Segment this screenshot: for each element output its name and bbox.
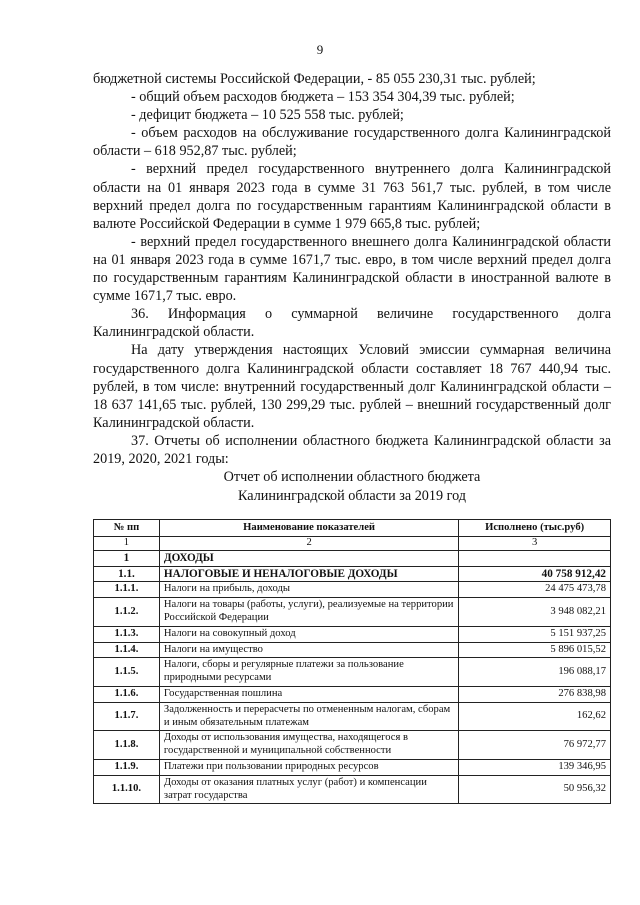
header-name: Наименование показателей (159, 520, 458, 537)
report-title-line: Отчет об исполнении областного бюджета (223, 469, 481, 485)
row-number: 1.1.6. (94, 686, 160, 702)
table-row (94, 775, 611, 804)
row-name: Доходы от оказания платных услуг (работ) и компенсации затрат государства (159, 775, 458, 804)
row-value: 76 972,77 (459, 731, 611, 760)
row-value: 139 346,95 (459, 759, 611, 775)
column-index: 1 (94, 537, 160, 551)
row-number: 1.1. (94, 566, 160, 582)
row-number: 1.1.9. (94, 759, 160, 775)
row-name: Задолженность и перерасчеты по отмененным налогам, сборам и иным обязательным платежам (159, 702, 458, 731)
table-row (94, 759, 611, 775)
row-value: 276 838,98 (459, 686, 611, 702)
row-number: 1.1.10. (94, 775, 160, 804)
table-row (94, 642, 611, 658)
row-name: Государственная пошлина (159, 686, 458, 702)
table-row (94, 550, 611, 566)
row-name: Доходы от использования имущества, находящегося в государственной и муниципальной собственности (159, 731, 458, 760)
row-value: 3 948 082,21 (459, 598, 611, 627)
row-name: НАЛОГОВЫЕ И НЕНАЛОГОВЫЕ ДОХОДЫ (159, 566, 458, 582)
row-number: 1.1.7. (94, 702, 160, 731)
paragraph: - верхний предел государственного внешнего долга Калининградской области на 01 января 2023 года в сумме 1671,7 тыс. евро, в том числе верхний предел долга по государственным гарантиям Калининградской области в иностранной валюте в сумме 1671,7 тыс. евро. (93, 233, 611, 305)
table-row (94, 598, 611, 627)
page-number: 9 (316, 42, 324, 57)
row-name: ДОХОДЫ (159, 550, 458, 566)
row-value: 5 896 015,52 (459, 642, 611, 658)
row-value: 162,62 (459, 702, 611, 731)
row-name: Налоги на имущество (159, 642, 458, 658)
table-row (94, 702, 611, 731)
body-text (93, 70, 611, 468)
row-name: Налоги на товары (работы, услуги), реализуемые на территории Российской Федерации (159, 598, 458, 627)
row-number: 1.1.4. (94, 642, 160, 658)
table-row (94, 582, 611, 598)
row-name: Платежи при пользовании природных ресурсов (159, 759, 458, 775)
row-value: 196 088,17 (459, 658, 611, 687)
column-index-row (94, 537, 611, 551)
table-row (94, 566, 611, 582)
row-value (459, 550, 611, 566)
row-name: Налоги на прибыль, доходы (159, 582, 458, 598)
paragraph: бюджетной системы Российской Федерации, - 85 055 230,31 тыс. рублей; (93, 71, 536, 87)
paragraph: - верхний предел государственного внутреннего долга Калининградской области на 01 января 2023 года в сумме 31 763 561,7 тыс. рублей, в том числе верхний предел долга по государственным гарантиям Калининградской области в валюте Российской Федерации в сумме 1 979 665,8 тыс. рублей; (93, 161, 611, 232)
row-number: 1 (94, 550, 160, 566)
report-title (93, 468, 611, 505)
row-value: 24 475 473,78 (459, 582, 611, 598)
row-name: Налоги, сборы и регулярные платежи за пользование природными ресурсами (159, 658, 458, 687)
table-row (94, 626, 611, 642)
row-number: 1.1.1. (94, 582, 160, 598)
row-value: 40 758 912,42 (459, 566, 611, 582)
table-row (94, 686, 611, 702)
row-number: 1.1.2. (94, 598, 160, 627)
header-number: № пп (94, 520, 160, 537)
row-number: 1.1.5. (94, 658, 160, 687)
paragraph: 37. Отчеты об исполнении областного бюджета Калининградской области за 2019, 2020, 2021 годы: (93, 432, 611, 467)
row-name: Налоги на совокупный доход (159, 626, 458, 642)
paragraph: - объем расходов на обслуживание государственного долга Калининградской области – 618 952,87 тыс. рублей; (93, 125, 611, 160)
report-title-line: Калининградской области за 2019 год (238, 487, 466, 504)
table-header-row (94, 520, 611, 537)
paragraph: 36. Информация о суммарной величине государственного долга Калининградской области. (93, 306, 611, 341)
paragraph: - общий объем расходов бюджета – 153 354 304,39 тыс. рублей; (131, 89, 515, 106)
table-row (94, 731, 611, 760)
table-row (94, 658, 611, 687)
column-index: 2 (159, 537, 458, 551)
paragraph: - дефицит бюджета – 10 525 558 тыс. рублей; (131, 107, 404, 124)
header-value: Исполнено (тыс.руб) (459, 520, 611, 537)
row-value: 5 151 937,25 (459, 626, 611, 642)
report-table (93, 519, 611, 804)
paragraph: На дату утверждения настоящих Условий эмиссии суммарная величина государственного долга Калининградской области составляет 18 767 440,94 тыс. рублей, в том числе: внутренний государственный долг Калининградской области – 18 637 141,65 тыс. рублей, 130 299,29 тыс. рублей – внешний государственный долг Калининградской области. (93, 342, 611, 431)
row-value: 50 956,32 (459, 775, 611, 804)
row-number: 1.1.3. (94, 626, 160, 642)
column-index: 3 (459, 537, 611, 551)
row-number: 1.1.8. (94, 731, 160, 760)
